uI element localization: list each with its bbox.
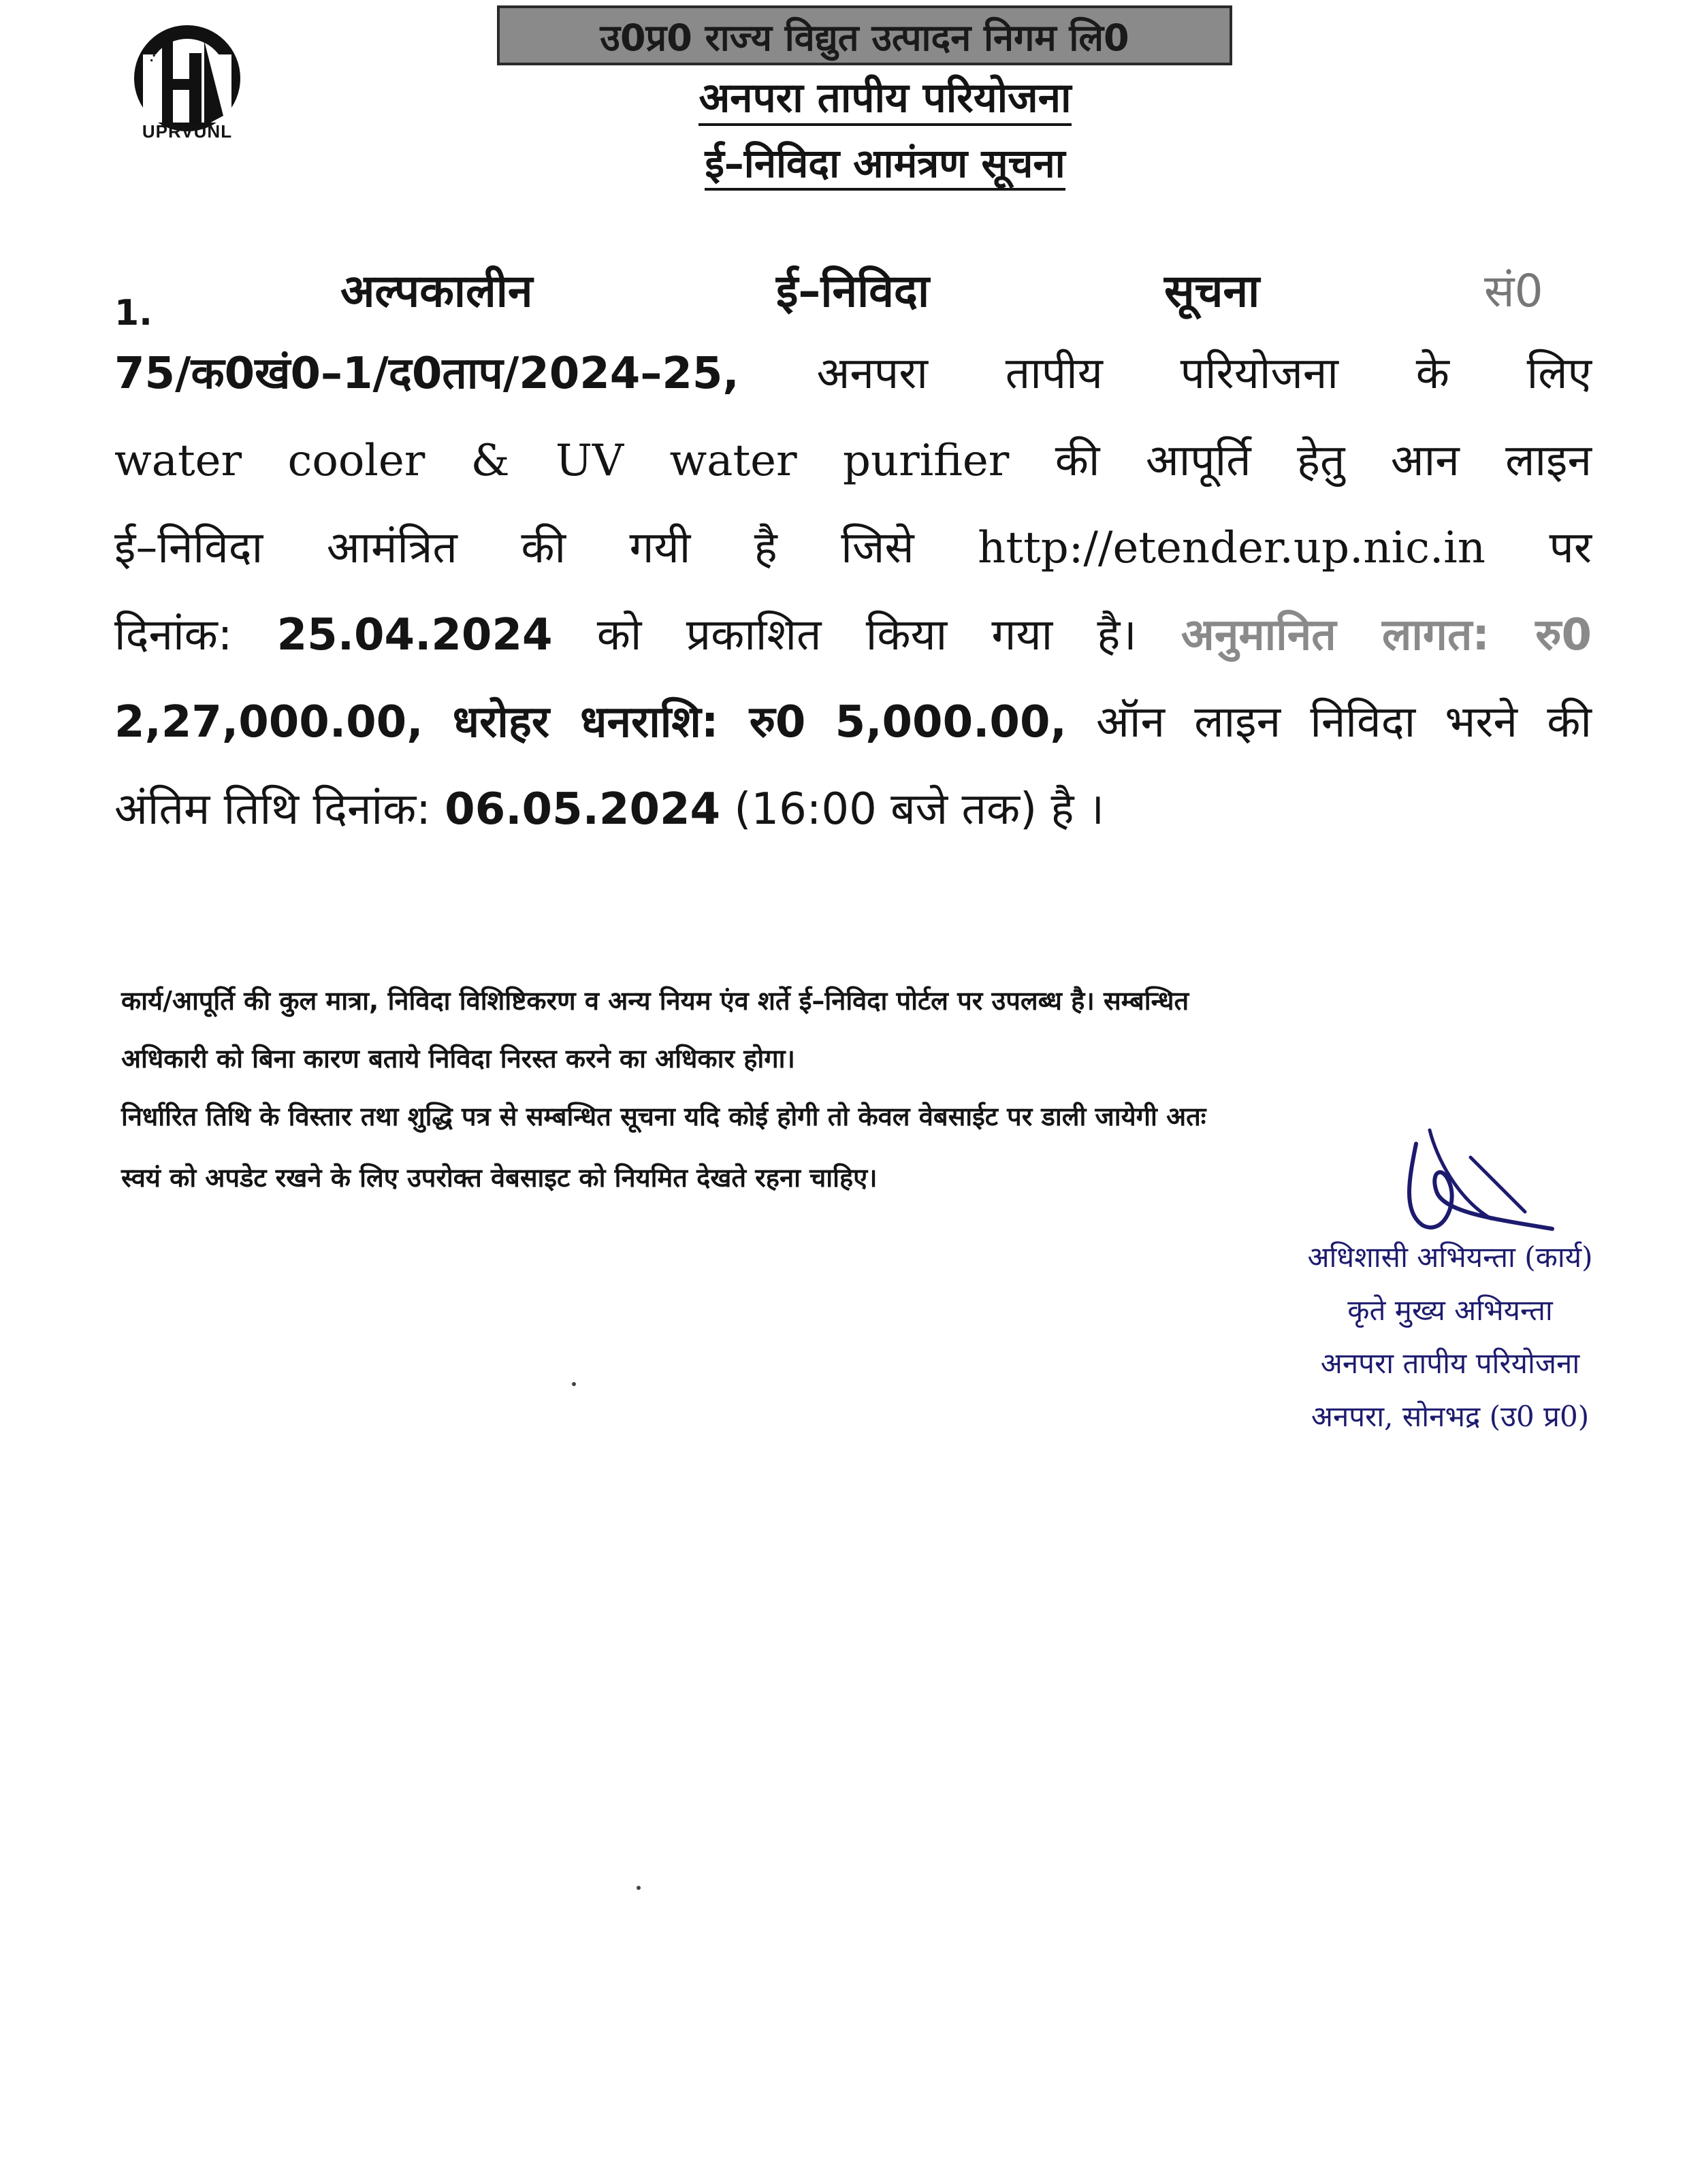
publish-date: 25.04.2024 (276, 610, 553, 660)
notice-line-4 (114, 592, 1592, 679)
scan-speck (637, 1886, 641, 1890)
logo-text: UPRVUNL (142, 121, 233, 142)
heading-word-number: सं0 (1484, 265, 1543, 317)
terms-line-3: निर्धारित तिथि के विस्तार तथा शुद्धि पत्र से सम्बन्धित सूचना यदि कोई होगी तो केवल वेबसाईट पर डाली जायेगी अतः (121, 1102, 1206, 1131)
tender-number: 75/क0खं0–1/द0ताप/2024–25, (114, 349, 739, 399)
item-description: water cooler & UV water purifier (114, 436, 1010, 486)
signatory-on-behalf: कृते मुख्य अभियन्ता (1347, 1294, 1553, 1327)
signatory-project: अनपरा तापीय परियोजना (1320, 1347, 1580, 1380)
estimated-cost: 2,27,000.00, (114, 697, 423, 748)
estimated-cost-label: अनुमानित लागत: रु0 (1181, 610, 1592, 660)
last-date: 06.05.2024 (445, 784, 721, 835)
notice-line-2 (114, 417, 1592, 504)
handwritten-signature (1389, 1117, 1566, 1253)
notice-line-3 (114, 504, 1592, 592)
organization-name: उ0प्र0 राज्य विद्युत उत्पादन निगम लि0 (497, 5, 1232, 65)
terms-line-1: कार्य/आपूर्ति की कुल मात्रा, निविदा विशिष्टिकरण व अन्य नियम एंव शर्ते ई–निविदा पोर्टल पर उपलब्ध है। सम्बन्धित (121, 986, 1189, 1016)
emd-amount: 5,000.00, (835, 697, 1067, 748)
notice-line-6 (114, 766, 1592, 853)
line-2-text: की आपूर्ति हेतु आन लाइन (1055, 436, 1592, 486)
heading-word-short-term: अल्पकालीन (340, 265, 533, 317)
heading-word-notice: सूचना (1164, 265, 1260, 317)
online-text: ऑन लाइन निविदा भरने की (1096, 697, 1592, 748)
terms-line-4: स्वयं को अपडेट रखने के लिए उपरोक्त वेबसाइट को नियमित देखते रहना चाहिए। (121, 1163, 878, 1193)
last-date-label: अंतिम तिथि दिनांक: (114, 784, 431, 835)
notice-line-1 (114, 330, 1592, 417)
signatory-designation: अधिशासी अभियन्ता (कार्य) (1307, 1240, 1593, 1274)
line-1-text: अनपरा तापीय परियोजना के लिए (816, 349, 1592, 399)
notice-title-text: ई–निविदा आमंत्रण सूचना (705, 140, 1065, 191)
project-name (477, 71, 1294, 125)
signatory-location: अनपरा, सोनभद्र (उ0 प्र0) (1311, 1400, 1590, 1433)
line-3-start: ई–निविदा आमंत्रित की गयी है जिसे (114, 523, 914, 573)
last-time: (16:00 बजे तक) है । (734, 784, 1105, 835)
line-3-end: पर (1549, 523, 1592, 573)
emd-label: धरोहर धनराशि: रु0 (452, 697, 806, 748)
notice-title (477, 136, 1294, 191)
scan-speck (572, 1382, 576, 1386)
terms-line-2: अधिकारी को बिना कारण बताये निविदा निरस्त करने का अधिकार होगा। (121, 1044, 795, 1074)
published-text: को प्रकाशित किया गया है। (596, 610, 1137, 660)
website-link: http://etender.up.nic.in (978, 523, 1486, 573)
heading-word-e-tender: ई–निविदा (776, 265, 930, 317)
date-label: दिनांक: (114, 610, 233, 660)
project-name-text: अनपरा तापीय परियोजना (699, 74, 1071, 126)
item-number: 1. (114, 293, 152, 334)
notice-line-5 (114, 679, 1592, 766)
